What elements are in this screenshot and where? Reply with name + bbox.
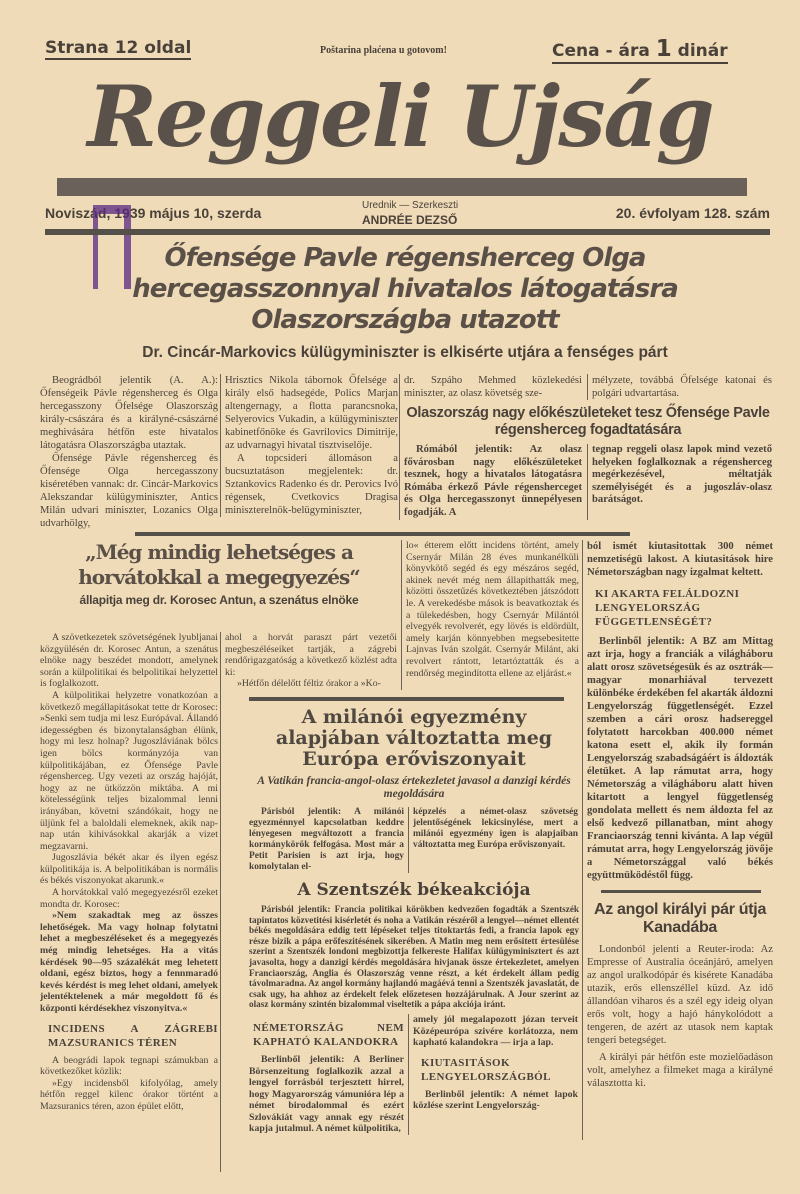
paragraph: »Hétfőn délelőtt féltiz órakor a »Ko- <box>237 678 381 690</box>
page-count: Strana 12 oldal <box>45 38 192 58</box>
korosec-headline: „Még mindig lehetséges a horvátokkal a megegyezés“ <box>78 540 360 589</box>
nemetorszag-column-1 <box>249 1014 404 1135</box>
quote-paragraph: »Nem szakadtak meg az összes lehetőségek. Ma vagy holnap folytatni lehet a megbeszéléseket és a megegyezés még mindig lehetséges. Ha a vitás kérdések 90—95 százalékát meg lehetett oldani, egész biztos, hogy a fennmaradó kevés kérdést is meg lehet oldani, amelyek jelentéktelenek a már megoldott fő és központi kérdésekhez viszonyitva.« <box>40 910 218 1014</box>
paragraph: Berlinből jelentik: A német lapok közlése szerint Lengyelország- <box>413 1088 578 1112</box>
lead-column-3 <box>404 374 582 400</box>
paragraph: A szövetkezetek szövetségének lyubljanai közgyülésén dr. Korosec Antun, a szenátus elnöke nagy beszédet mondott, amelynek során a külpolitikai és belpolitikai helyzettel is foglalkozott. <box>40 632 218 690</box>
price-number: 1 <box>655 36 672 62</box>
lead-headline: Őfensége Pavle régensherceg Olga hercegasszonnyal hivatalos látogatásra Olaszországba utazott <box>132 243 678 335</box>
lead-subhead: Dr. Cincár-Markovics külügyminiszter is elkisérte utjára a fenséges párt <box>142 344 668 361</box>
paragraph: amely jól megalapozott józan terveit Középeurópa szivére korlátozza, nem kapható kalandokra — irja a lap. <box>413 1013 578 1049</box>
korosec-column-3 <box>401 540 579 690</box>
milano-column-2 <box>408 807 578 873</box>
section-rule <box>601 890 761 893</box>
milano-column-1 <box>249 807 404 873</box>
szentszek-headline: A Szentszék békeakciója <box>297 879 531 900</box>
paragraph: Párisból jelentik: A milánói egyezménnyel kapcsolatban keddre lényegesen megváltozott a francia kormánykörök felfogása. Most már a Petit Parisien is azt irja, hogy komolytalan el- <box>249 806 404 872</box>
nemetorszag-column-2 <box>408 1014 578 1135</box>
price-prefix: Cena - ára <box>552 41 650 61</box>
milano-subhead: A Vatikán francia-angol-olasz értekezletet javasol a danzigi kérdés megoldására <box>257 774 571 800</box>
paragraph: Berlinből jelentik: A BZ am Mittag azt irja, hogy a franciák a világháboru alatt orosz szövetségesük és az osztrák—magyar monarhiával tervezett különbéke érdekében fel akarták áldozni Lengyelország függetlenségét. Ezzel szemben a cári orosz hadsereggel folytatott harcokban 400.000 német katona esett el, akik ily formán Lengyelország szabadságáért is áldozták életüket. A lap rámutat arra, hogy Németország a világháboru alatt hiven kitartott a lengyel függetlenség gondolata mellett és nem áldozta fel az első kedvező pillanatban, mint ahogy Franciaország tenni kivánta. A lap végül rámutat arra, hogy Lengyelország jövője a Németországgal való békés együttmüködéstől függ. <box>587 636 773 881</box>
lead-right-area <box>399 374 772 520</box>
milano-headline: A milánói egyezmény alapjában változtatta meg Európa erőviszonyait <box>275 705 553 770</box>
szentszek-body <box>249 904 579 1010</box>
paragraph: tegnap reggeli olasz lapok mind vezető helyeken foglalkoznak a régensherceg megérkezésével, méltatják személyiségét és a jugoszláv-olasz barátságot. <box>592 444 772 506</box>
issue-date: Noviszád, 1939 május 10, szerda <box>45 205 262 221</box>
korosec-column-2 <box>221 632 397 690</box>
korosec-column-1 <box>40 632 218 1113</box>
paragraph: A topcsideri állomáson a bucsuztatáson megjelentek: dr. Sztankovics Radenko és dr. Perovics Ivó régensek, Cvetkovics Dragisa miniszterelnök-belügyminiszter, <box>225 453 398 516</box>
paragraph: Rómából jelentik: Az olasz fővárosban nagy előkészületeket tesznek, hogy a hivatalos látogatásra Rómába érkező Pávle régensherceget és Olga hercegasszonyt ünnepélyesen fogadják. A <box>404 444 582 518</box>
middle-area <box>220 540 579 1172</box>
lead-sub-column-1 <box>404 444 582 520</box>
section-rule <box>135 532 630 536</box>
angol-headline: Az angol királyi pár útja Kanadába <box>593 901 767 936</box>
paragraph: Londonból jelenti a Reuter-iroda: Az Empresse of Australia óceánjáró, amelyen az angol uralkodópár és kisérete Kanadába utazik, erős ellenszéllel küzd. Az idő állandóan viharos és a szél egy ideig olyan erős volt, hogy a hajó hánykolódott a tengeren, de azért az utasok nem kaptak tengeri betegséget. <box>587 944 773 1046</box>
lead-sub-headline: Olaszország nagy előkészületeket tesz Őfensége Pavle régensherceg fogadtatására <box>406 405 770 438</box>
paragraph: Berlinből jelentik: A Berliner Börsenzeitung foglalkozik azzal a lengyel forrásból terjesztett hirrel, hogy Magyarország vámunióra lép a német birodalommal és ezért Szlovákiát vagy annak egy részét kapja jutalmul. A német külpolitika, <box>249 1053 404 1135</box>
price-unit: dinár <box>677 41 728 61</box>
paragraph: A királyi pár hétfőn este mozielőadáson volt, amelyhez a filmeket maga a királyné választotta ki. <box>587 1052 773 1089</box>
right-column <box>582 540 773 1140</box>
editor-label: Urednik — Szerkeszti <box>362 200 459 211</box>
masthead-bar <box>57 178 747 196</box>
paragraph: dr. Szpáho Mehmed közlekedési miniszter, az olasz követség sze- <box>404 375 582 399</box>
paragraph: Őfensége Pávle régensherceg és Őfensége Olga hercegasszony kiséretében vannak: dr. Cincár-Markovics Alekszandar külügyminiszter, Antics Milán udvari miniszter, Lozanics Olga udvarhölgy, <box>40 453 218 529</box>
postage-note: Poštarina plaćena u gotovom! <box>320 45 447 56</box>
paragraph: »Egy incidensből kifolyólag, amely hétfőn reggel kilenc órakor történt a Mazsuranics téren, azon épület előtt, <box>40 1077 218 1112</box>
paragraph: A horvátokkal való megegyezésről ezeket mondta dr. Korosec: <box>40 887 218 910</box>
paragraph: Hrisztics Nikola tábornok Őfelsége a király első hadsegéde, Polics Marjan altengernagy, a flotta parancsnoka, Selyerovics Vukadin, a külügyminiszter kabinetfőnöke és Gavrilovics Dimitrije, az udvarnagyi hivatal tisztviselője. <box>225 375 398 451</box>
nemetorszag-headline: NÉMETORSZÁG NEM KAPHATÓ KALANDOKRA <box>253 1021 404 1048</box>
lead-sub-column-2 <box>587 444 772 520</box>
lead-column-4 <box>587 374 772 400</box>
korosec-subhead: állapitja meg dr. Korosec Antun, a szenátus elnöke <box>79 593 359 607</box>
lead-column-2 <box>220 374 398 517</box>
paragraph: ahol a horvát paraszt párt vezetői megbeszéléseiket tartják, a zágrebi rendőrigazgatóság a következő közlést adta ki: <box>225 632 397 678</box>
section-rule <box>249 697 564 701</box>
lead-column-1 <box>40 374 218 530</box>
angol-body <box>587 943 773 1090</box>
paragraph: mélyzete, továbbá Őfelsége katonai és polgári udvartartása. <box>592 375 772 399</box>
header-rule <box>45 229 770 235</box>
editor-name: ANDRÉE DEZSŐ <box>362 213 458 227</box>
paragraph: képzelés a német-olasz szövetség jelentőségének lekicsinylése, mert a milánói egyezmény igen is alapjaiban változtatta meg Európa erőviszonyait. <box>413 806 578 850</box>
kiutasitasok-headline: KIUTASITÁSOK LENGYELORSZÁGBÓL <box>421 1056 551 1083</box>
paragraph: ból ismét kiutasitottak 300 német nemzetiségü lakost. A kiutasitások hire Németországban nagy izgalmat keltett. <box>587 541 773 578</box>
masthead-title: Reggeli Ujság <box>87 67 713 166</box>
price <box>552 36 728 64</box>
paragraph: A külpolitikai helyzetre vonatkozóan a következő megállapitásokat tette dr Korosec: »Senki sem tudja mi lesz Európával. Állandó idegességben és bizonytalanságban élünk, hogy mi lesz holnap? Jugoszláviának bölcs igen bölcs kormányzója van külpolitikájában, ez Őfensége Pavle régensherceg. Ugy vezeti az ország hajóját, hogy az ne ütközzön miktába. A mi kötelességünk teljes bizalommal lenni irányában, követni szándókait, hogy ne üljünk fel a baloldali elemeknek, akik nap-nap után kihivásokkal akarják a vizet megzavarni. <box>40 689 218 852</box>
paragraph: Beográdból jelentik (A. A.): Őfenségeik Pávle régensherceg és Olga hercegasszony Őfelsége Olaszország király-császára és a királyné-császárné meghivására hétfőn este hivatalos látogatásra Olaszországba utaztak. <box>40 375 218 451</box>
paragraph: Jugoszlávia békét akar és ilyen egész külpolitikája is. A belpolitikában is normális és békés viszonyokat akarunk.« <box>40 852 218 887</box>
incident-headline: INCIDENS A ZÁGREBI MAZSURANICS TÉREN <box>48 1022 218 1049</box>
paragraph: lo« étterem előtt incidens történt, amely Csernyár Milán 28 éves munkanélküli könyvkötő segéd és egy mészáros segéd, akinek nevét még nem állapithatták meg, közötti összetűzés következtében játszódott le. A verekedésbe mások is beavatkoztak és a tülekedésben, hogy Csernyár Milántól elvegyék revolverét, egy lövés is eldördült, amely karján könnyebben megsebesitette Lajnvas Iván szolgát. Csernyár Milánt, aki revolvert rántott, letartóztatták és a rendőrség megindította ellene az eljárást.« <box>406 540 579 679</box>
lengyel-headline: KI AKARTA FELÁLDOZNI LENGYELORSZÁG FÜGGETLENSÉGÉT? <box>595 588 740 628</box>
paragraph: A beográdi lapok tegnapi számukban a következőket közlik: <box>40 1054 218 1078</box>
paragraph: Párisból jelentik: Francia politikai körökben kedvezően fogadták a Szentszék tapintatos közvetitési kisérletét és noha a Vatikán részéről a lengyel—német ellentét békés megoldására eddig tett lépéseket teljes titoktartás fedi, a francia lapok egy része bizik a pápa erőfeszitésének sikerében. A Matin meg nem erősitett értesülése szerint a Szentszék londoni megbizottja felkereste Halifax külügyminisztert és azt javasolta, hogy a danzigi kérdés megoldására hivjanak össze értekezletet, amelyen Franciaország, Anglia és Olaszország venne részt, a két érdekelt állam pedig távolmaradna. Az angol kormány hajlandó magáévá tenni a Szentszék javaslatát, de csak ugy, ha ahhoz az érdekelt felek előzetesen hozzájárulnak. A Jour szerint az olasz kormány szintén bizalommal viseltetik a pápa akciója iránt. <box>249 903 579 1010</box>
volume-number: 20. évfolyam 128. szám <box>615 205 770 221</box>
